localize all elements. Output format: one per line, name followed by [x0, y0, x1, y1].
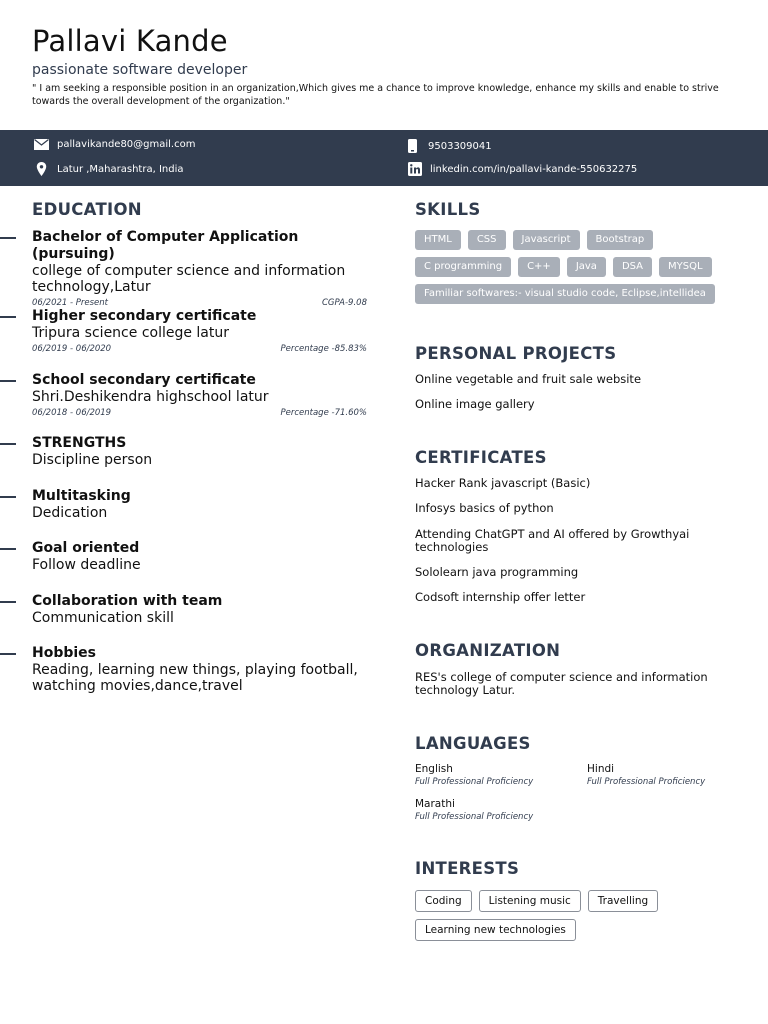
- language-level: Full Professional Proficiency: [415, 812, 534, 822]
- education-meta: [32, 298, 367, 308]
- education-school: Communication skill: [32, 610, 174, 626]
- candidate-name: Pallavi Kande: [32, 24, 228, 58]
- certificates-title: CERTIFICATES: [415, 448, 547, 467]
- location-pin-icon: [34, 162, 49, 176]
- language-name: English: [415, 763, 453, 775]
- phone-icon: [408, 139, 417, 153]
- skills-title: SKILLS: [415, 200, 481, 219]
- linkedin-text: linkedin.com/in/pallavi-kande-550632275: [430, 163, 638, 175]
- education-entry: [32, 645, 367, 694]
- projects-title: PERSONAL PROJECTS: [415, 344, 617, 363]
- education-degree: Bachelor of Computer Application (pursuing): [32, 229, 299, 262]
- interests-list: [415, 890, 745, 948]
- education-school: Reading, learning new things, playing football, watching movies,dance,travel: [32, 662, 358, 694]
- education-degree: Higher secondary certificate: [32, 308, 257, 324]
- skill-tag: Java: [567, 257, 606, 277]
- timeline-marker: [0, 548, 16, 550]
- education-entry: [32, 593, 367, 626]
- contact-email[interactable]: [34, 139, 195, 150]
- language-name: Marathi: [415, 798, 455, 810]
- timeline-marker: [0, 653, 16, 655]
- contact-linkedin[interactable]: [408, 162, 637, 176]
- location-text: Latur ,Maharashtra, India: [57, 163, 184, 175]
- skill-tag: C++: [518, 257, 560, 277]
- education-entry: [32, 229, 367, 308]
- certificate-item: Attending ChatGPT and AI offered by Growthyai technologies: [415, 527, 690, 554]
- language-level: Full Professional Proficiency: [415, 777, 534, 787]
- timeline-marker: [0, 380, 16, 382]
- certificate-item: Codsoft internship offer letter: [415, 590, 586, 604]
- skill-tag: C programming: [415, 257, 511, 277]
- language-item: [415, 763, 533, 787]
- timeline-marker: [0, 443, 16, 445]
- organization-title: ORGANIZATION: [415, 641, 561, 660]
- timeline-marker: [0, 237, 16, 239]
- skill-tag: Familiar softwares:- visual studio code, Eclipse,intellidea: [415, 284, 715, 304]
- education-entry: [32, 372, 367, 418]
- education-entry: [32, 540, 367, 573]
- interests-title: INTERESTS: [415, 859, 520, 878]
- certificate-item: Sololearn java programming: [415, 565, 579, 579]
- education-school: Dedication: [32, 505, 108, 521]
- education-school: Follow deadline: [32, 557, 141, 573]
- education-school: college of computer science and information technology,Latur: [32, 263, 346, 295]
- language-item: [587, 763, 705, 787]
- education-school: Tripura science college latur: [32, 325, 230, 341]
- language-item: [415, 798, 533, 822]
- education-score: Percentage -85.83%: [280, 344, 367, 354]
- interest-tag: Coding: [415, 890, 472, 912]
- education-dates: 06/2019 - 06/2020: [32, 344, 112, 354]
- interest-tag: Learning new technologies: [415, 919, 576, 941]
- resume-header: [32, 22, 744, 108]
- education-degree: STRENGTHS: [32, 435, 127, 451]
- timeline-marker: [0, 496, 16, 498]
- education-score: Percentage -71.60%: [280, 408, 367, 418]
- interest-tag: Travelling: [588, 890, 658, 912]
- education-degree: Multitasking: [32, 488, 131, 504]
- education-school: Discipline person: [32, 452, 153, 468]
- email-text: pallavikande80@gmail.com: [57, 139, 196, 150]
- career-summary: " I am seeking a responsible position in an organization,Which gives me a chance to improve knowledge, enhance my skills and enable to strive towards the overall development of the organization.": [32, 83, 719, 107]
- contact-location: [34, 162, 184, 176]
- language-name: Hindi: [587, 763, 615, 775]
- education-dates: 06/2021 - Present: [32, 298, 109, 308]
- education-degree: School secondary certificate: [32, 372, 256, 388]
- contact-bar: [0, 130, 768, 186]
- education-score: CGPA-9.08: [321, 298, 367, 308]
- education-meta: [32, 408, 367, 418]
- timeline-marker: [0, 601, 16, 603]
- timeline-marker: [0, 316, 16, 318]
- linkedin-icon: [408, 162, 422, 176]
- contact-phone[interactable]: [408, 139, 492, 153]
- education-degree: Collaboration with team: [32, 593, 223, 609]
- skills-list: [415, 230, 745, 311]
- envelope-icon: [34, 139, 49, 150]
- education-dates: 06/2018 - 06/2019: [32, 408, 112, 418]
- skill-tag: Javascript: [513, 230, 580, 250]
- languages-title: LANGUAGES: [415, 734, 531, 753]
- skill-tag: MYSQL: [659, 257, 712, 277]
- education-degree: Goal oriented: [32, 540, 140, 556]
- candidate-tagline: passionate software developer: [32, 62, 248, 78]
- skill-tag: CSS: [468, 230, 506, 250]
- education-entry: [32, 488, 367, 521]
- education-entry: [32, 435, 367, 468]
- education-meta: [32, 344, 367, 354]
- education-title: EDUCATION: [32, 200, 142, 219]
- education-entry: [32, 308, 367, 354]
- certificate-item: Hacker Rank javascript (Basic): [415, 476, 591, 490]
- project-item: Online image gallery: [415, 397, 535, 411]
- interest-tag: Listening music: [479, 890, 581, 912]
- education-degree: Hobbies: [32, 645, 97, 661]
- skill-tag: DSA: [613, 257, 652, 277]
- organization-text: RES's college of computer science and information technology Latur.: [415, 670, 708, 697]
- skill-tag: Bootstrap: [587, 230, 654, 250]
- education-school: Shri.Deshikendra highschool latur: [32, 389, 269, 405]
- phone-text: 9503309041: [428, 140, 492, 152]
- certificate-item: Infosys basics of python: [415, 501, 554, 515]
- project-item: Online vegetable and fruit sale website: [415, 372, 642, 386]
- language-level: Full Professional Proficiency: [587, 777, 706, 787]
- skill-tag: HTML: [415, 230, 461, 250]
